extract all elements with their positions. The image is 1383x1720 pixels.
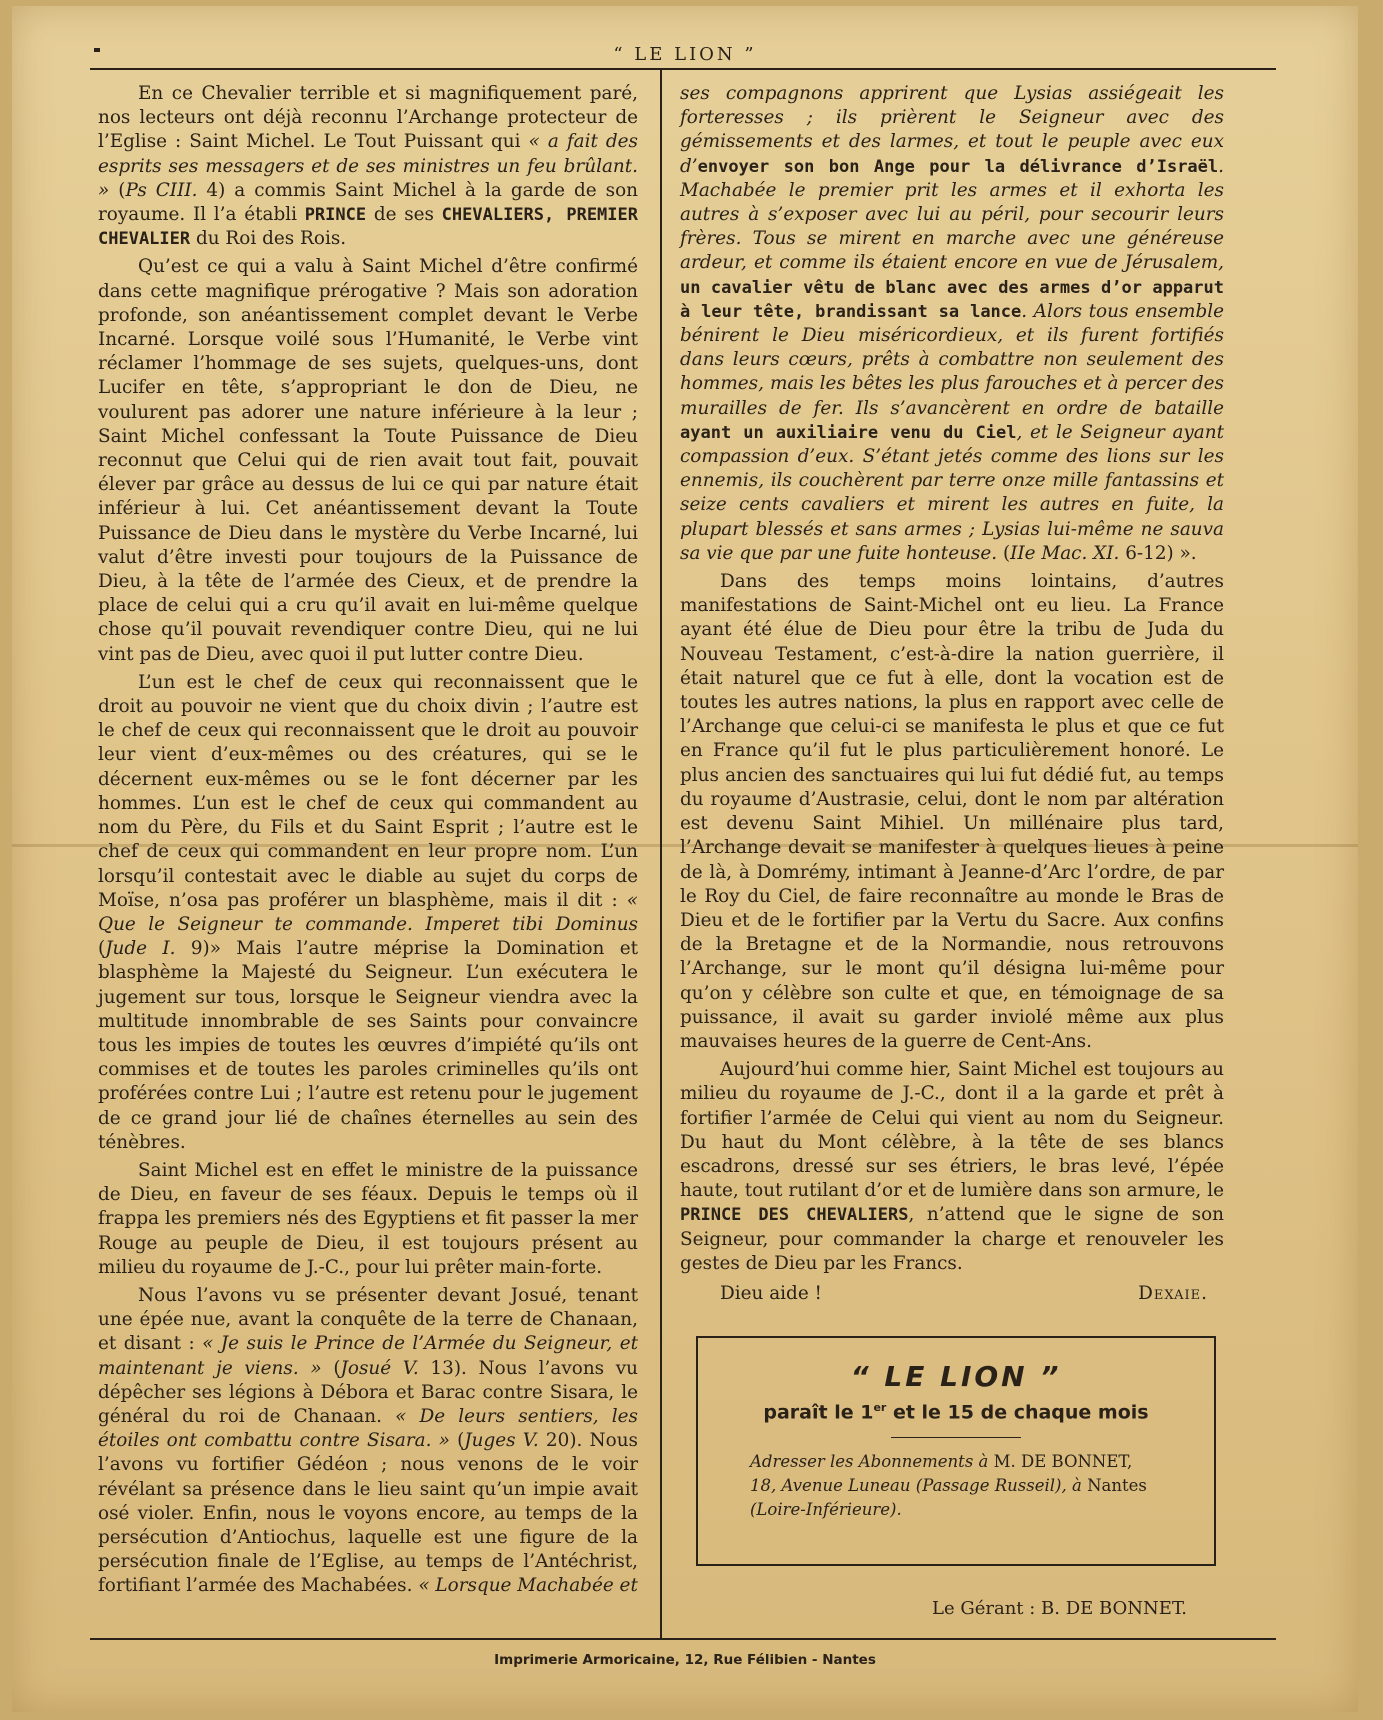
paragraph: En ce Chevalier terrible et si magnifiquement paré, nos lecteurs ont déjà reconnu l’Archange protecteur de l’Eglise : Saint Michel. Le Tout Puissant qui « a fait des esprits ses messagers et de ses ministres un feu brûlant. » (Ps CIII. 4) a commis Saint Michel à la garde de son royaume. Il l’a établi PRINCE de ses CHEVALIERS, PREMIER CHEVALIER du Roi des Rois. xyxy=(98,83,638,250)
top-rule xyxy=(90,68,1276,70)
box-title: “ LE LION ” xyxy=(850,1360,1062,1393)
newspaper-page xyxy=(12,6,1358,1712)
subscription-address xyxy=(698,1450,1214,1522)
address-name: M. DE BONNET, xyxy=(993,1452,1133,1472)
box-rule xyxy=(891,1437,1021,1438)
schedule-text: paraît le 1 xyxy=(763,1401,874,1424)
paragraph: Aujourd’hui comme hier, Saint Michel est toujours au milieu du royaume de J.-C., dont il a la garde et prêt à fortifier l’armée de Celui qui vient au nom du Seigneur. Du haut du Mont célèbre, à la tête de ses blancs escadrons, dressé sur ses étriers, le bras levé, l’épée haute, tout rutilant d’or et de lumière dans son armure, le PRINCE DES CHEVALIERS, n’attend que le signe de son Seigneur, pour commander la charge et renouveler les gestes de Dieu par les Francs. xyxy=(680,1059,1225,1274)
schedule-sup: er xyxy=(873,1401,887,1414)
paragraph: Qu’est ce qui a valu à Saint Michel d’être confirmé dans cette magnifique prérogative ? Mais son adoration profonde, son anéantissement complet devant le Verbe Incarné. Lorsque voilé sous l’Humanité, le Verbe vint réclamer l’hommage de ses sujets, quelques-uns, dont Lucifer en tête, s’appropriant le don de Dieu, ne voulurent pas adorer une nature inférieure à la leur ; Saint Michel confessant la Toute Puissance de Dieu reconnut que Celui qui de rien avait tout fait, pouvait élever par grâce au dessus de lui ce qui par nature était inférieur à lui. Cet anéantissement devant la Toute Puissance de Dieu dans le mystère du Verbe Incarné, lui valut d’être investi pour toujours de la Puissance de Dieu, à la tête de l’armée des Cieux, et de prendre la place de celui qui a cru qu’il avait en lui-même quelque chose qu’il pouvait revendiquer contre Dieu, qui ne lui vint pas de Dieu, avec quoi il put lutter contre Dieu. xyxy=(98,256,638,665)
left-column xyxy=(98,82,638,1599)
publication-schedule xyxy=(698,1401,1214,1423)
paragraph: L’un est le chef de ceux qui reconnaissent que le droit au pouvoir ne vient que du choix divin ; l’autre est le chef de ceux qui reconnaissent que le droit au pouvoir leur vient d’eux-mêmes ou des créatures, qui se le décernent eux-mêmes ou se le font décerner par les hommes. L’un est le chef de ceux qui commandent au nom du Père, du Fils et du Saint Esprit ; l’autre est le chef de ceux qui commandent en leur propre nom. L’un lorsqu’il contestait avec le diable au sujet du corps de Moïse, n’osa pas proférer un blasphème, mais il dit : « Que le Seigneur te commande. Imperet tibi Dominus (Jude I. 9)» Mais l’autre méprise la Domination et blasphème la Majesté du Seigneur. L’un exécutera le jugement sur tous, lorsque le Seigneur viendra avec la multitude innombrable de ses Saints pour convaincre tous les impies de toutes les œuvres d’impiété qu’ils ont commises et de toutes les paroles criminelles qu’ils ont proférées contre Lui ; l’autre est retenu pour le jugement de ce grand jour lié de chaînes éternelles au sein des ténèbres. xyxy=(98,671,638,1153)
author-signature: Dexaie. xyxy=(1138,1282,1208,1304)
printer-imprint: Imprimerie Armoricaine, 12, Rue Félibien - Nantes xyxy=(494,1652,876,1668)
address-text: 18, Avenue Luneau (Passage Russeil), à xyxy=(750,1476,1082,1496)
schedule-text: et le 15 de chaque mois xyxy=(886,1401,1149,1424)
address-city: Nantes xyxy=(1087,1476,1147,1496)
paragraph: Dans des temps moins lointains, d’autres manifestations de Saint-Michel ont eu lieu. La France ayant été élue de Dieu pour être la tribu de Juda du Nouveau Testament, c’est-à-dire la nation guerrière, il était naturel que ce fut à elle, dont la vocation est de toutes les autres nations, la plus en rapport avec celle de l’Archange que celui-ci se manifesta le plus et que ce fut en France qu’il fut le plus particulièrement honoré. Le plus ancien des sanctuaires qui lui fut dédié fut, au temps du royaume d’Austrasie, celui, dont le nom par altération est devenu Saint Mihiel. Un millénaire plus tard, l’Archange devait se manifester à quelques lieues à peine de là, à Domrémy, intimant à Jeanne-d’Arc l’ordre, de par le Roy du Ciel, de faire reconnaître au monde le Bras de Dieu et de le fortifier par la Vertu du Sacre. Aux confins de la Bretagne et de la Normandie, nous retrouvons l’Archange, sur le mont qu’il désigna lui-même pour qu’on y célèbre son culte et que, en témoignage de sa puissance, il avait su garder inviolé même aux plus mauvaises heures de la guerre de Cent-Ans. xyxy=(680,571,1224,1052)
signoff xyxy=(680,1282,1224,1306)
closing-line: Dieu aide ! xyxy=(720,1282,822,1304)
right-column xyxy=(680,82,1224,1306)
paragraph: Nous l’avons vu se présenter devant Josué, tenant une épée nue, avant la conquête de la terre de Chanaan, et disant : « Je suis le Prince de l’Armée du Seigneur, et maintenant je viens. » (Josué V. 13). Nous l’avons vu dépêcher ses légions à Débora et Barac contre Sisara, le général du roi de Chanaan. « De leurs sentiers, les étoiles ont combattu contre Sisara. » (Juges V. 20). Nous l’avons vu fortifier Gédéon ; nous venons de le voir révélant sa présence dans le lieu saint qu’un impie avait osé violer. Enfin, nous le voyons encore, au temps de la persécution d’Antiochus, laquelle est une figure de la persécution finale de l’Eglise, au temps de l’Antéchrist, fortifiant l’armée des Machabées. « Lorsque Machabée et xyxy=(98,1284,639,1597)
address-text: Adresser les Abonnements à xyxy=(750,1452,989,1472)
address-text: (Loire-Inférieure). xyxy=(750,1500,902,1520)
manager-line: Le Gérant : B. DE BONNET. xyxy=(932,1598,1188,1619)
bottom-rule xyxy=(90,1638,1276,1640)
running-title: “ LE LION ” xyxy=(613,44,757,65)
paragraph: ses compagnons apprirent que Lysias assiégeait les forteresses ; ils prièrent le Seigneur avec des gémissements et des larmes, et tout le peuple avec eux d’envoyer son bon Ange pour la délivrance d’Israël. Machabée le premier prit les armes et il exhorta les autres à s’exposer avec lui au péril, pour secourir leurs frères. Tous se mirent en marche avec une généreuse ardeur, et comme ils étaient encore en vue de Jérusalem, un cavalier vêtu de blanc avec des armes d’or apparut à leur tête, brandissant sa lance. Alors tous ensemble bénirent le Dieu miséricordieux, et ils furent fortifiés dans leurs cœurs, prêts à combattre non seulement des hommes, mais les bêtes les plus farouches et à percer des murailles de fer. Ils s’avancèrent en ordre de bataille ayant un auxiliaire venu du Ciel, et le Seigneur ayant compassion d’eux. S’étant jetés comme des lions sur les ennemis, ils couchèrent par terre onze mille fantassins et seize cents cavaliers et mirent les autres en fuite, la plupart blessés et sans armes ; Lysias lui-même ne sauva sa vie que par une fuite honteuse. (IIe Mac. XI. 6-12) ». xyxy=(680,83,1225,564)
subscription-box xyxy=(696,1336,1216,1566)
paragraph: Saint Michel est en effet le ministre de la puissance de Dieu, en faveur de ses féaux. Depuis le temps où il frappa les premiers nés des Egyptiens et fit passer la mer Rouge au peuple de Dieu, il est toujours présent au milieu du royaume de J.-C., pour lui prêter main-forte. xyxy=(98,1159,638,1278)
column-divider xyxy=(660,68,662,1638)
